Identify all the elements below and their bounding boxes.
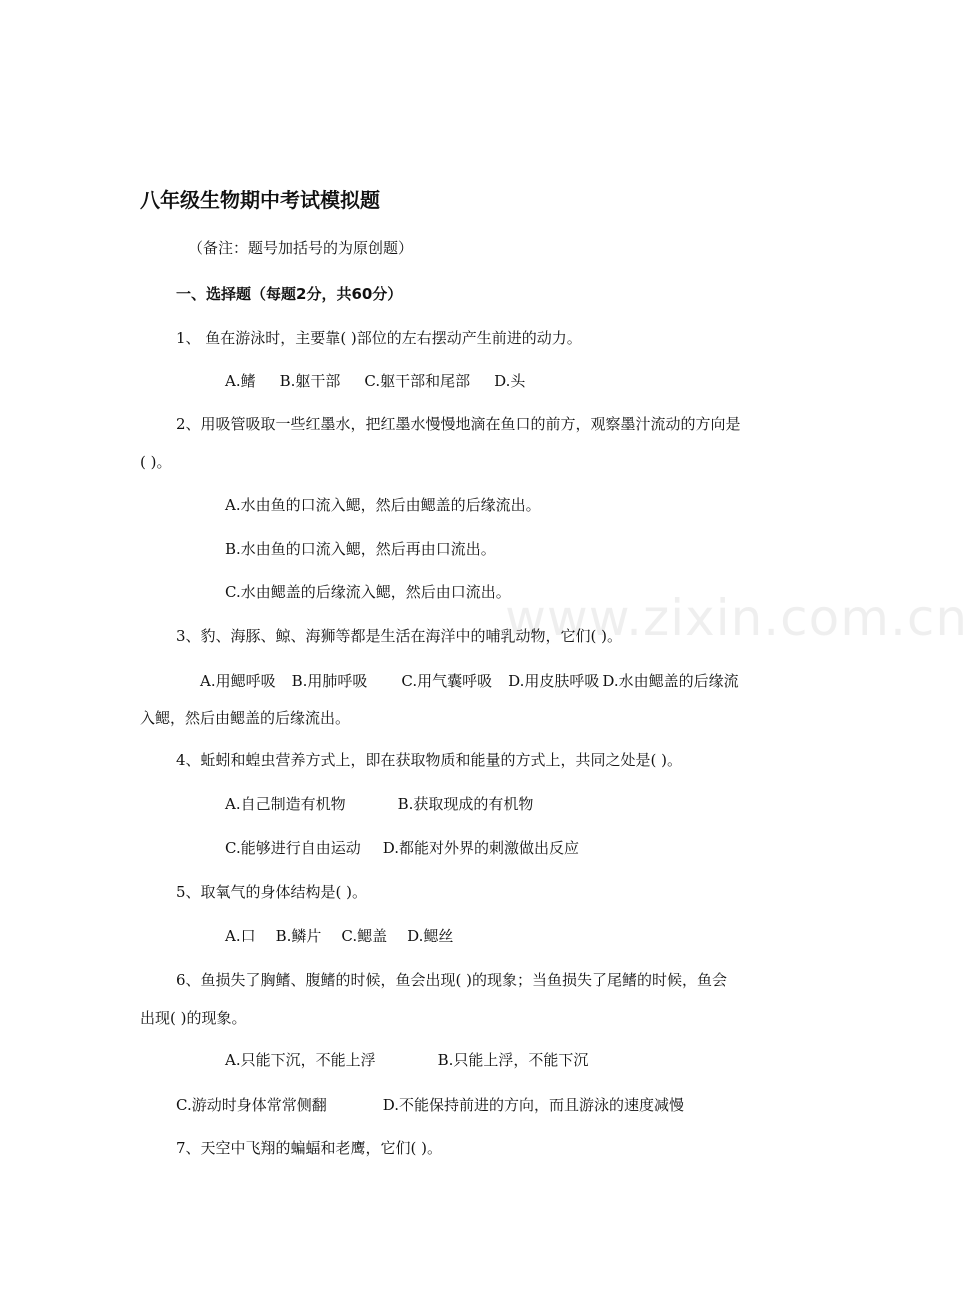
section-heading: 一、选择题（每题2分，共60分） bbox=[176, 285, 403, 303]
question-6-stem-line2: 出现( )的现象。 bbox=[140, 1009, 247, 1027]
option: A.鳍 bbox=[225, 372, 256, 390]
question-2-stem-line2: ( )。 bbox=[140, 453, 172, 471]
option: D.头 bbox=[494, 372, 526, 390]
question-2-option-a: A.水由鱼的口流入鳃，然后由鳃盖的后缘流出。 bbox=[225, 496, 541, 514]
option: C.游动时身体常常侧翻 bbox=[176, 1096, 327, 1114]
option: C.能够进行自由运动 bbox=[225, 839, 361, 857]
question-4-stem: 4、蚯蚓和蝗虫营养方式上，即在获取物质和能量的方式上，共同之处是( )。 bbox=[176, 751, 683, 769]
question-1-stem: 1、 鱼在游泳时，主要靠( )部位的左右摆动产生前进的动力。 bbox=[176, 329, 582, 347]
question-4-options-row2 bbox=[225, 838, 579, 858]
option: D.都能对外界的刺激做出反应 bbox=[382, 839, 579, 857]
question-5-options bbox=[225, 926, 453, 946]
option: D.不能保持前进的方向，而且游泳的速度减慢 bbox=[382, 1096, 684, 1114]
question-6-stem-line1: 6、鱼损失了胸鳍、腹鳍的时候，鱼会出现( )的现象；当鱼损失了尾鳍的时候，鱼会 bbox=[176, 971, 728, 989]
question-2-option-b: B.水由鱼的口流入鳃，然后再由口流出。 bbox=[225, 540, 496, 558]
question-5-stem: 5、取氧气的身体结构是( )。 bbox=[176, 883, 368, 901]
question-6-options-row2 bbox=[176, 1095, 684, 1115]
question-6-options-row1 bbox=[225, 1050, 588, 1070]
option: B.获取现成的有机物 bbox=[397, 795, 534, 813]
option: B.只能上浮，不能下沉 bbox=[437, 1051, 589, 1069]
question-2-stem-line1: 2、用吸管吸取一些红墨水，把红墨水慢慢地滴在鱼口的前方，观察墨汁流动的方向是 bbox=[176, 415, 741, 433]
option: D.鳃丝 bbox=[407, 927, 454, 945]
option: C.躯干部和尾部 bbox=[364, 372, 471, 390]
question-4-options-row1 bbox=[225, 794, 533, 814]
question-3-options bbox=[200, 671, 739, 691]
option: B.用肺呼吸 bbox=[291, 672, 368, 690]
watermark: www.zixin.com.cn bbox=[505, 589, 968, 647]
question-7-stem: 7、天空中飞翔的蝙蝠和老鹰，它们( )。 bbox=[176, 1139, 443, 1157]
document-title: 八年级生物期中考试模拟题 bbox=[140, 188, 380, 212]
option: A.自己制造有机物 bbox=[225, 795, 346, 813]
option: B.躯干部 bbox=[279, 372, 341, 390]
option: D.水由鳃盖的后缘流 bbox=[602, 672, 739, 690]
option: C.鳃盖 bbox=[341, 927, 388, 945]
option: C.用气囊呼吸 bbox=[401, 672, 493, 690]
option: A.口 bbox=[225, 927, 256, 945]
question-2-option-c: C.水由鳃盖的后缘流入鳃，然后由口流出。 bbox=[225, 583, 511, 601]
question-3-stem: 3、豹、海豚、鲸、海狮等都是生活在海洋中的哺乳动物，它们( )。 bbox=[176, 627, 623, 645]
option: A.用鳃呼吸 bbox=[200, 672, 276, 690]
option: B.鳞片 bbox=[275, 927, 322, 945]
option: A.只能下沉，不能上浮 bbox=[225, 1051, 376, 1069]
question-3-options-continued: 入鳃，然后由鳃盖的后缘流出。 bbox=[140, 709, 351, 727]
question-1-options bbox=[225, 371, 525, 391]
note: （备注：题号加括号的为原创题） bbox=[188, 239, 414, 257]
option: D.用皮肤呼吸 bbox=[508, 672, 600, 690]
